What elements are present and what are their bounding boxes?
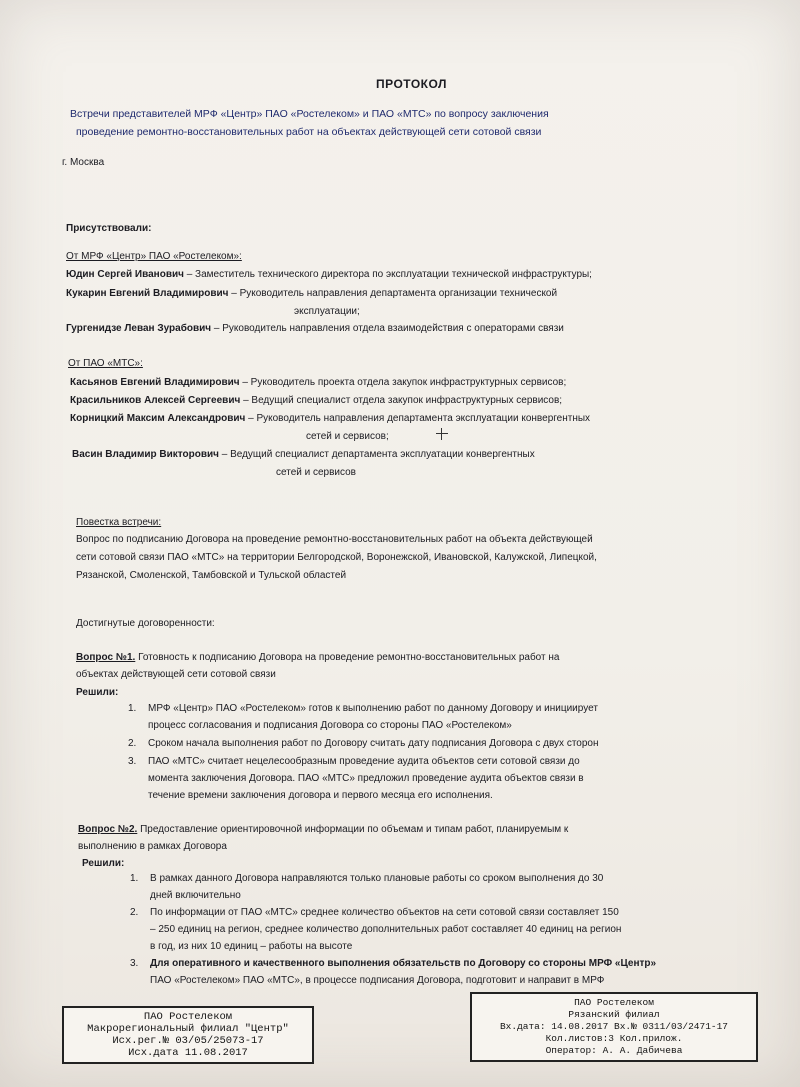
attendee-mts-2 — [70, 394, 562, 407]
attendee-name: Гургенидзе Леван Зурабович — [66, 323, 212, 334]
attendee-role: – Руководитель проекта отдела закупок инфраструктурных сервисов; — [239, 377, 567, 388]
q2-item-1: В рамках данного Договора направляются только плановые работы со сроком выполнения до 30 — [150, 873, 604, 884]
stamp-org: ПАО Ростелеком — [143, 1011, 233, 1023]
crosshair-cursor-icon — [436, 428, 448, 440]
q2-item-2: По информации от ПАО «МТС» среднее количество объектов на сети сотовой связи составляет 150 — [150, 907, 619, 918]
stamp-operator: Оператор: А. А. Дабичева — [545, 1045, 683, 1056]
q1-item-1: МРФ «Центр» ПАО «Ростелеком» готов к выполнению работ по данному Договору и инициирует — [148, 703, 598, 714]
attendee-name: Касьянов Евгений Владимирович — [70, 377, 240, 388]
q1-text-cont: объектах действующей сети сотовой связи — [76, 669, 276, 680]
attendee-role: – Ведущий специалист отдела закупок инфраструктурных сервисов; — [240, 395, 563, 406]
stamp-reg-number: Исх.рег.№ 03/05/25073-17 — [112, 1035, 264, 1047]
list-number: 3. — [128, 756, 137, 767]
q1-item-2: Сроком начала выполнения работ по Договору считать дату подписания Договора с двух сторон — [148, 738, 599, 749]
q1-item-1-cont: процесс согласования и подписания Договора со стороны ПАО «Ростелеком» — [148, 720, 512, 731]
q1-heading — [76, 651, 748, 664]
stamp-sheets: Кол.листов:3 Кол.прилож. — [545, 1033, 683, 1044]
stamp-incoming-date: Вх.дата: 14.08.2017 Вх.№ 0311/03/2471-17 — [499, 1021, 729, 1032]
attendee-mts-3 — [70, 412, 590, 425]
agenda-line-2: сети сотовой связи ПАО «МТС» на территории Белгородской, Воронежской, Ивановской, Калужской, Липецкой, — [76, 552, 597, 563]
outgoing-registration-stamp — [62, 1006, 314, 1064]
list-number: 1. — [128, 703, 137, 714]
q2-item-3-cont: ПАО «Ростелеком» ПАО «МТС», в процессе подписания Договора, подготовит и направит в МРФ — [150, 975, 605, 986]
q2-item-1-cont: дней включительно — [150, 890, 241, 901]
list-number: 3. — [130, 958, 139, 969]
attendee-name: Юдин Сергей Иванович — [66, 269, 184, 280]
q2-heading — [78, 823, 568, 836]
subtitle-line-1: Встречи представителей МРФ «Центр» ПАО «Ростелеком» и ПАО «МТС» по вопросу заключения — [70, 108, 549, 120]
attendee-name: Корницкий Максим Александрович — [70, 413, 246, 424]
q2-item-2-cont: – 250 единиц на регион, среднее количество дополнительных работ составляет 40 единиц на регион — [150, 924, 622, 935]
city: г. Москва — [62, 157, 105, 168]
q2-item-3: Для оперативного и качественного выполнения обязательств по Договору со стороны МРФ «Центр» — [150, 958, 657, 969]
agenda-heading: Повестка встречи: — [76, 517, 162, 528]
q2-text: Предоставление ориентировочной информации по объемам и типам работ, планируемым к — [137, 824, 569, 835]
incoming-registration-stamp — [470, 992, 758, 1062]
attendee-role-cont: эксплуатации; — [294, 306, 360, 317]
q1-item-3: ПАО «МТС» считает нецелесообразным проведение аудита объектов сети сотовой связи до — [148, 756, 580, 767]
q1-label: Вопрос №1. — [76, 652, 136, 663]
q2-label: Вопрос №2. — [78, 824, 138, 835]
q2-resolved: Решили: — [82, 858, 125, 869]
stamp-branch: Макрорегиональный филиал "Центр" — [87, 1023, 289, 1035]
q1-item-3-cont: течение времени заключения договора и первого месяца его исполнения. — [148, 790, 493, 801]
attendee-rtk-2 — [66, 287, 557, 300]
agreements-heading: Достигнутые договоренности: — [76, 618, 215, 629]
attendee-rtk-3 — [66, 322, 564, 335]
attendee-name: Кукарин Евгений Владимирович — [66, 288, 229, 299]
subtitle-line-2: проведение ремонтно-восстановительных работ на объектах действующей сети сотовой связи — [76, 126, 542, 138]
list-number: 1. — [130, 873, 139, 884]
q2-text-cont: выполнению в рамках Договора — [78, 841, 227, 852]
stamp-branch: Рязанский филиал — [568, 1009, 660, 1020]
document-title: ПРОТОКОЛ — [376, 77, 447, 91]
agenda-line-1: Вопрос по подписанию Договора на проведение ремонтно-восстановительных работ на объекта действующей — [76, 534, 593, 545]
attendee-role: – Руководитель направления департамента организации технической — [228, 288, 558, 299]
attendees-heading: Присутствовали: — [66, 223, 152, 234]
q2-item-2-cont: в год, из них 10 единиц – работы на высоте — [150, 941, 353, 952]
attendee-role-cont: сетей и сервисов — [276, 467, 356, 478]
q1-resolved: Решили: — [76, 687, 119, 698]
attendee-mts-4 — [72, 448, 535, 461]
stamp-org: ПАО Ростелеком — [574, 997, 654, 1008]
attendee-role: – Заместитель технического директора по эксплуатации технической инфраструктуры; — [183, 269, 592, 280]
attendee-role: – Руководитель направления департамента эксплуатации конвергентных — [245, 413, 591, 424]
attendee-name: Красильников Алексей Сергеевич — [70, 395, 241, 406]
q1-text: Готовность к подписанию Договора на проведение ремонтно-восстановительных работ на — [135, 652, 560, 663]
agenda-line-3: Рязанской, Смоленской, Тамбовской и Тульской областей — [76, 570, 347, 581]
attendee-mts-1 — [70, 376, 566, 389]
mts-heading: От ПАО «МТС»: — [68, 358, 143, 369]
rtk-heading: От МРФ «Центр» ПАО «Ростелеком»: — [66, 251, 242, 262]
stamp-date: Исх.дата 11.08.2017 — [128, 1047, 248, 1059]
attendee-rtk-1 — [66, 268, 592, 281]
attendee-role: – Ведущий специалист департамента эксплуатации конвергентных — [218, 449, 535, 460]
q1-item-3-cont: момента заключения Договора. ПАО «МТС» предложил проведение аудита объектов связи в — [148, 773, 584, 784]
attendee-name: Васин Владимир Викторович — [72, 449, 219, 460]
attendee-role: – Руководитель направления отдела взаимодействия с операторами связи — [211, 323, 564, 334]
list-number: 2. — [130, 907, 139, 918]
list-number: 2. — [128, 738, 137, 749]
attendee-role-cont: сетей и сервисов; — [306, 431, 389, 442]
